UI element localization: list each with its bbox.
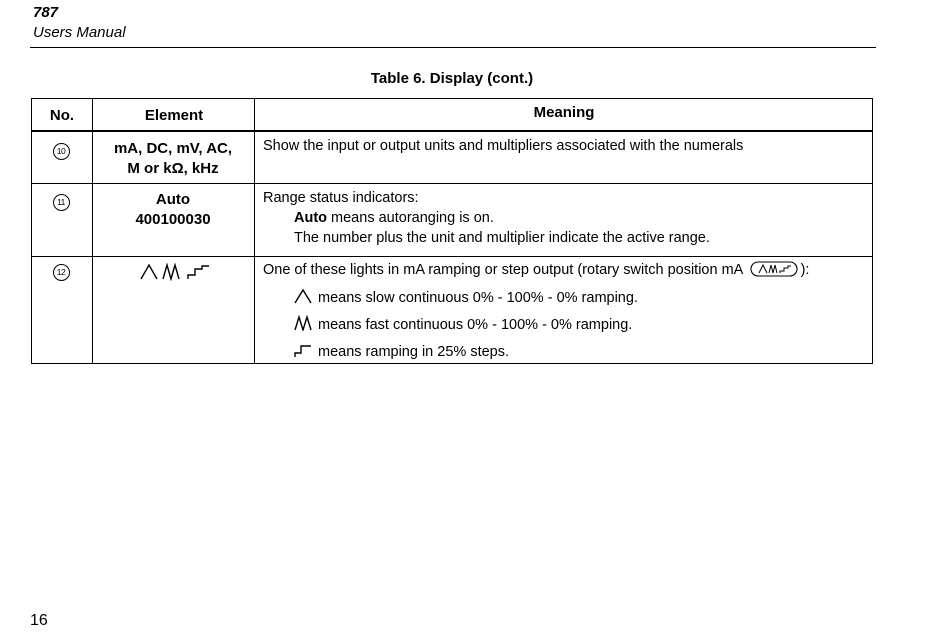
row-divider xyxy=(32,183,872,184)
column-header-meaning: Meaning xyxy=(533,104,595,121)
row-number-10 xyxy=(31,141,91,160)
slow-ramp-icon xyxy=(294,288,312,304)
rotary-switch-ramp-icon xyxy=(750,261,798,283)
page-number: 16 xyxy=(30,612,48,629)
meaning-auto xyxy=(263,208,710,228)
slow-ramp-text: means slow continuous 0% - 100% - 0% ramping. xyxy=(318,290,638,306)
meaning-intro: Range status indicators: xyxy=(263,190,419,206)
meaning-step-ramp xyxy=(294,342,509,360)
fast-ramp-text: means fast continuous 0% - 100% - 0% ramping. xyxy=(318,317,633,333)
element-line: 400100030 xyxy=(135,211,211,228)
meaning-fast-ramp xyxy=(294,315,632,333)
element-line: M or kΩ, kHz xyxy=(127,160,219,177)
meaning-range xyxy=(263,188,710,248)
column-divider xyxy=(254,99,255,363)
ramp-intro-end: ): xyxy=(800,262,810,278)
circled-number: 11 xyxy=(53,194,70,211)
element-line: mA, DC, mV, AC, xyxy=(113,140,233,157)
element-ramp-icons xyxy=(140,263,220,286)
step-ramp-icon xyxy=(294,342,312,358)
header-model: 787 xyxy=(33,4,59,21)
header-manual-title: Users Manual xyxy=(33,24,126,41)
auto-label: Auto xyxy=(294,210,328,226)
meaning-ramp-intro xyxy=(263,260,809,283)
meaning-range-description: The number plus the unit and multiplier indicate the active range. xyxy=(294,230,710,246)
fast-ramp-icon xyxy=(294,315,312,331)
slow-ramp-icon xyxy=(141,265,157,279)
circled-number: 10 xyxy=(53,143,70,160)
element-range xyxy=(92,190,254,230)
row-number-12 xyxy=(31,262,91,281)
header-divider xyxy=(32,130,872,132)
column-header-no: No. xyxy=(49,107,75,124)
auto-description: means autoranging is on. xyxy=(327,210,494,226)
header-rule xyxy=(30,47,876,48)
row-divider xyxy=(32,256,872,257)
element-line: Auto xyxy=(155,191,191,208)
meaning-units: Show the input or output units and multipliers associated with the numerals xyxy=(263,138,744,154)
table-title: Table 6. Display (cont.) xyxy=(370,70,534,87)
step-ramp-icon xyxy=(188,266,209,279)
element-units xyxy=(92,139,254,179)
column-header-element: Element xyxy=(144,107,204,124)
circled-number: 12 xyxy=(53,264,70,281)
ramp-intro-text: One of these lights in mA ramping or step output (rotary switch position mA xyxy=(263,262,743,278)
meaning-slow-ramp xyxy=(294,288,638,306)
step-ramp-text: means ramping in 25% steps. xyxy=(318,344,510,360)
fast-ramp-icon xyxy=(163,265,179,279)
row-number-11 xyxy=(31,192,91,211)
